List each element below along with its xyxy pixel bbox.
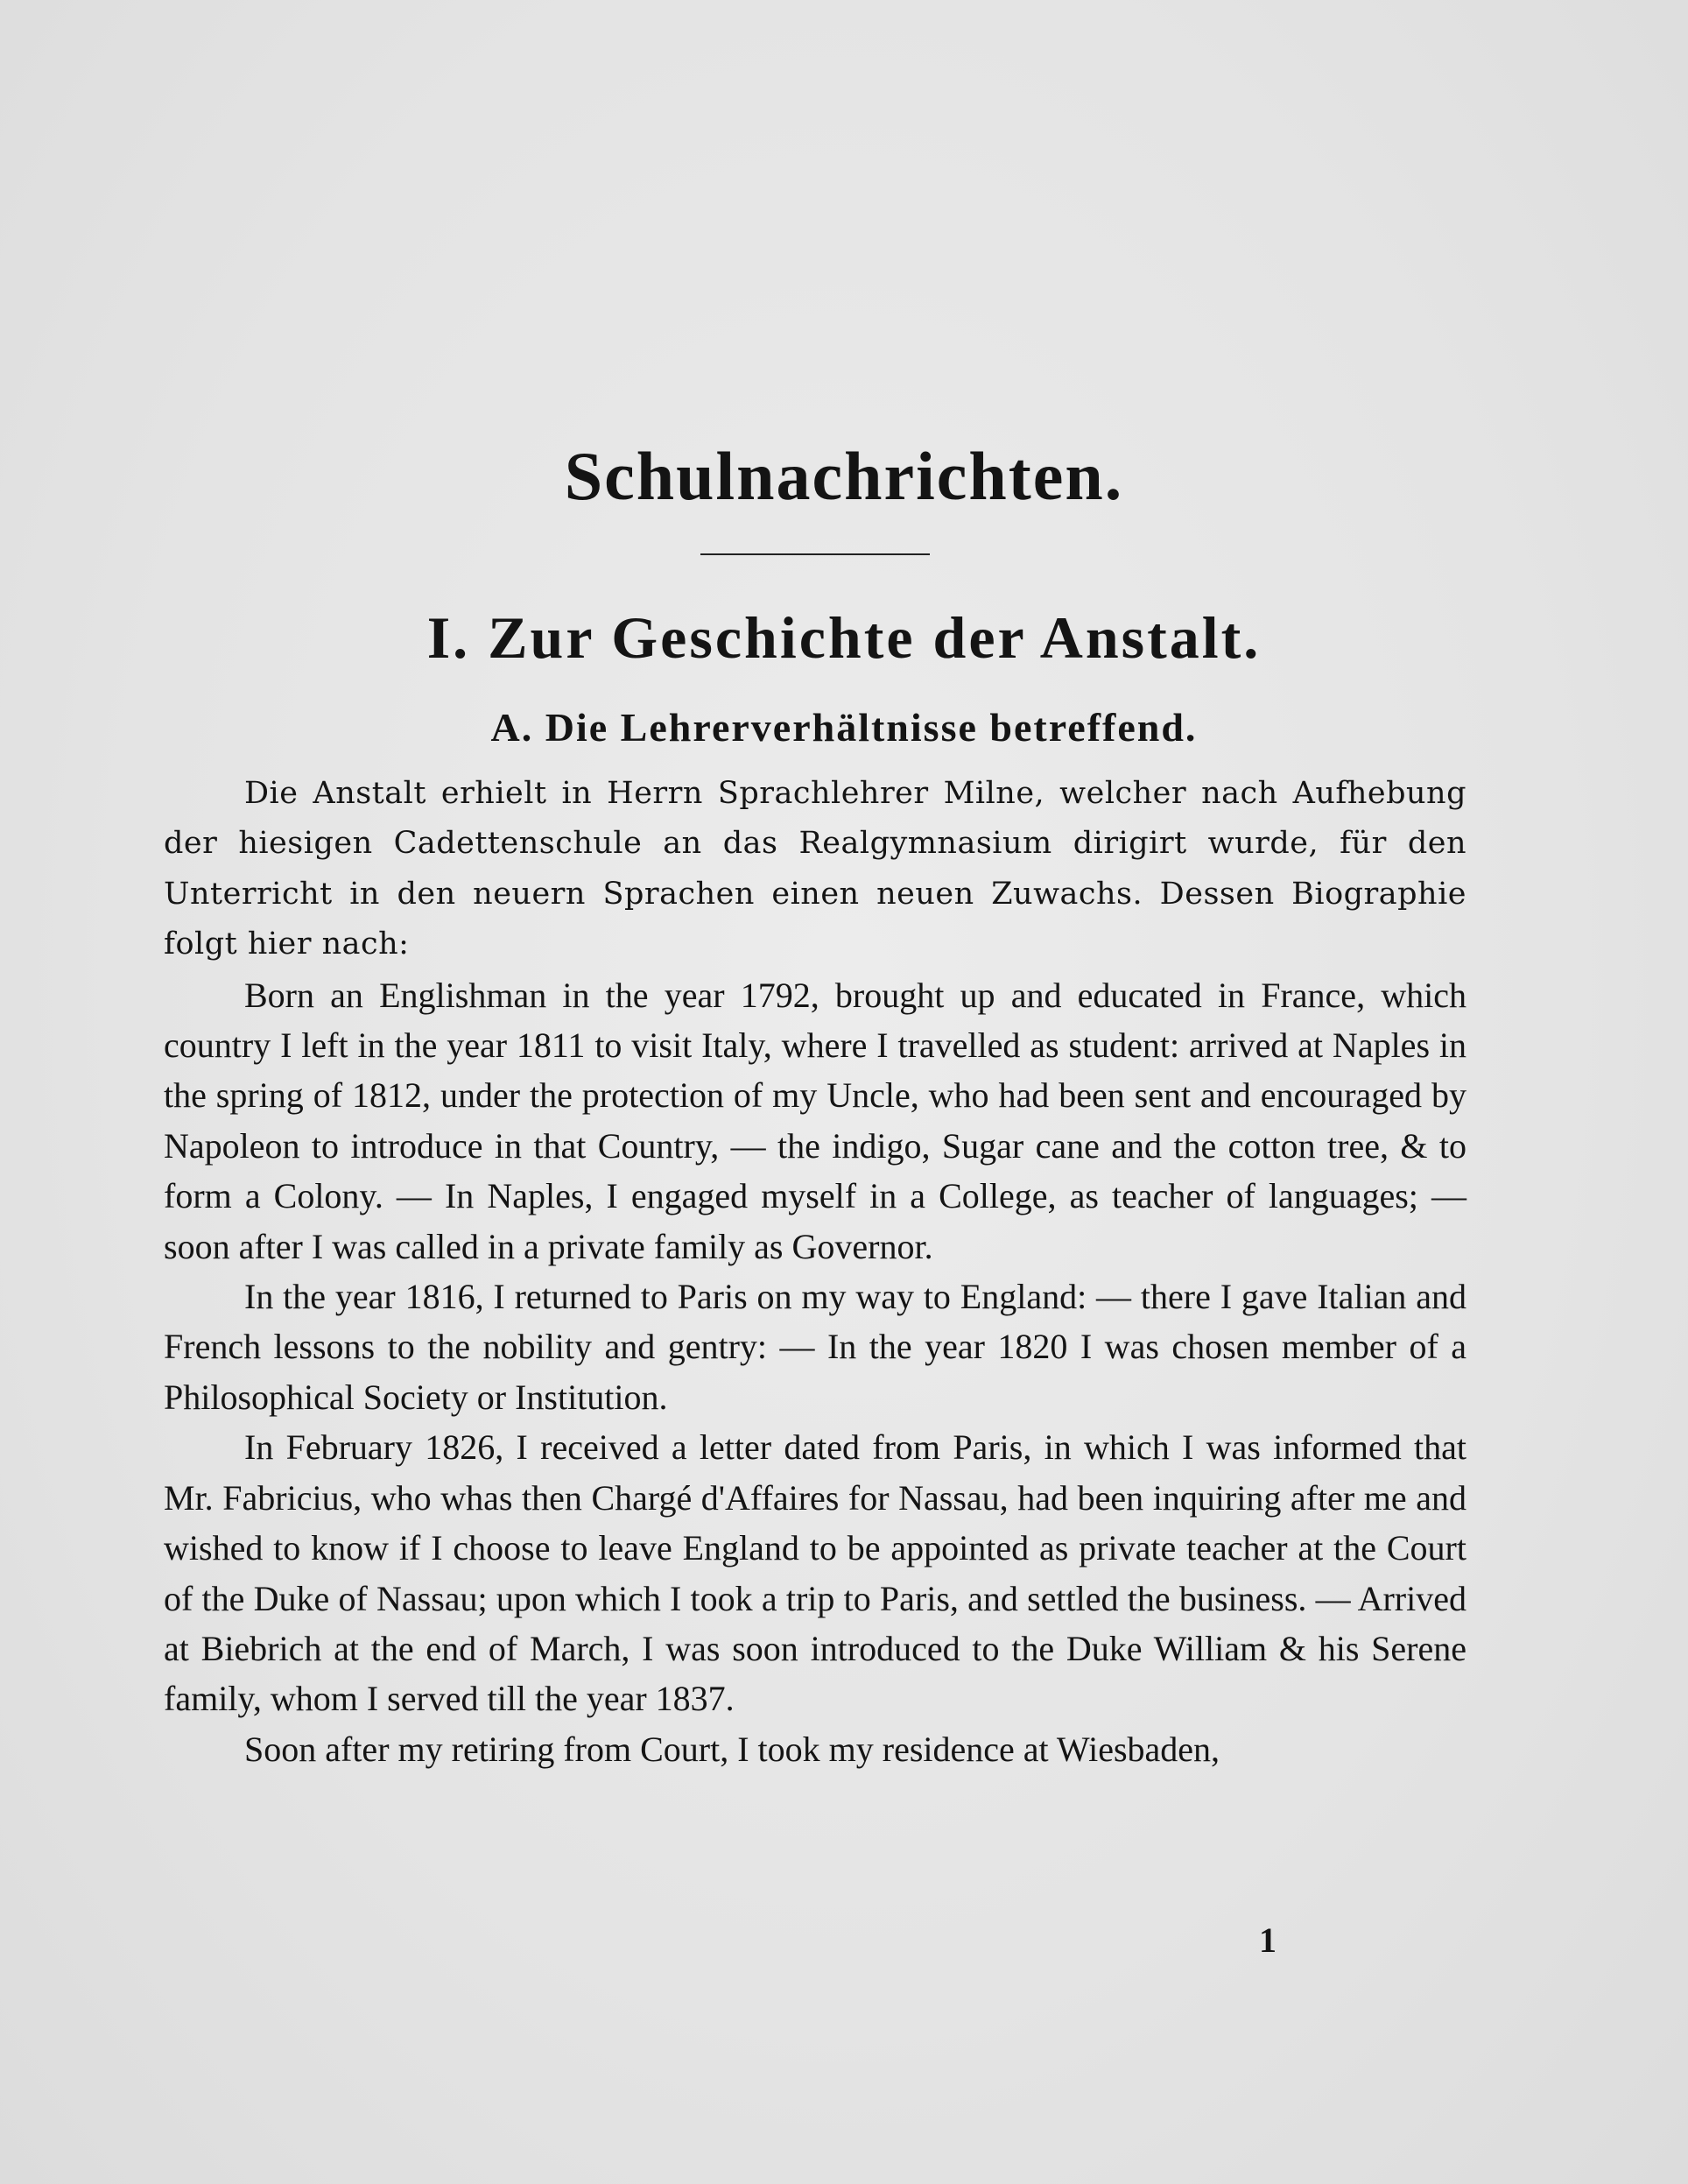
paragraph-biography-2: In the year 1816, I returned to Paris on my way to England: — there I gave Italian and French lessons to the nobility and gentry: — In the year 1820 I was chosen member of a Philosophical Society or Institution. xyxy=(164,1277,1466,1417)
page-number: 1 xyxy=(1259,1920,1277,1960)
page-title: Schulnachrichten. xyxy=(564,438,1124,514)
body-text xyxy=(164,769,1466,1774)
section-heading: I. Zur Geschichte der Anstalt. xyxy=(426,604,1262,671)
paragraph-biography-3: In February 1826, I received a letter dated from Paris, in which I was informed that Mr. Fabricius, who whas then Chargé d'Affaires for Nassau, had been inquiring after me and wished to know if I choose to leave England to be appointed as private teacher at the Court of the Duke of Nassau; upon which I took a trip to Paris, and settled the business. — Arrived at Biebrich at the end of March, I was soon introduced to the Duke William & his Serene family, whom I served till the year 1837. xyxy=(164,1427,1466,1719)
paragraph-biography-1: Born an Englishman in the year 1792, brought up and educated in France, which country I left in the year 1811 to visit Italy, where I travelled as student: arrived at Naples in the spring of 1812, under the protection of my Uncle, who had been sent and encouraged by Napoleon to introduce in that Country, — the indigo, Sugar cane and the cotton tree, & to form a Colony. — In Naples, I engaged myself in a College, as teacher of languages; — soon after I was called in a private family as Governor. xyxy=(164,975,1466,1266)
paragraph-intro: Die Anstalt erhielt in Herrn Sprachlehrer Milne, welcher nach Aufhebung der hiesigen Cadettenschule an das Realgymnasium dirigirt wurde, für den Unterricht in den neuern Sprachen einen neuen Zuwachs. Dessen Biographie folgt hier nach: xyxy=(164,776,1466,962)
paragraph-biography-4: Soon after my retiring from Court, I took my residence at Wiesbaden, xyxy=(244,1729,1220,1769)
title-divider xyxy=(700,553,930,555)
sub-heading: A. Die Lehrerverhältnisse betreffend. xyxy=(490,705,1198,750)
